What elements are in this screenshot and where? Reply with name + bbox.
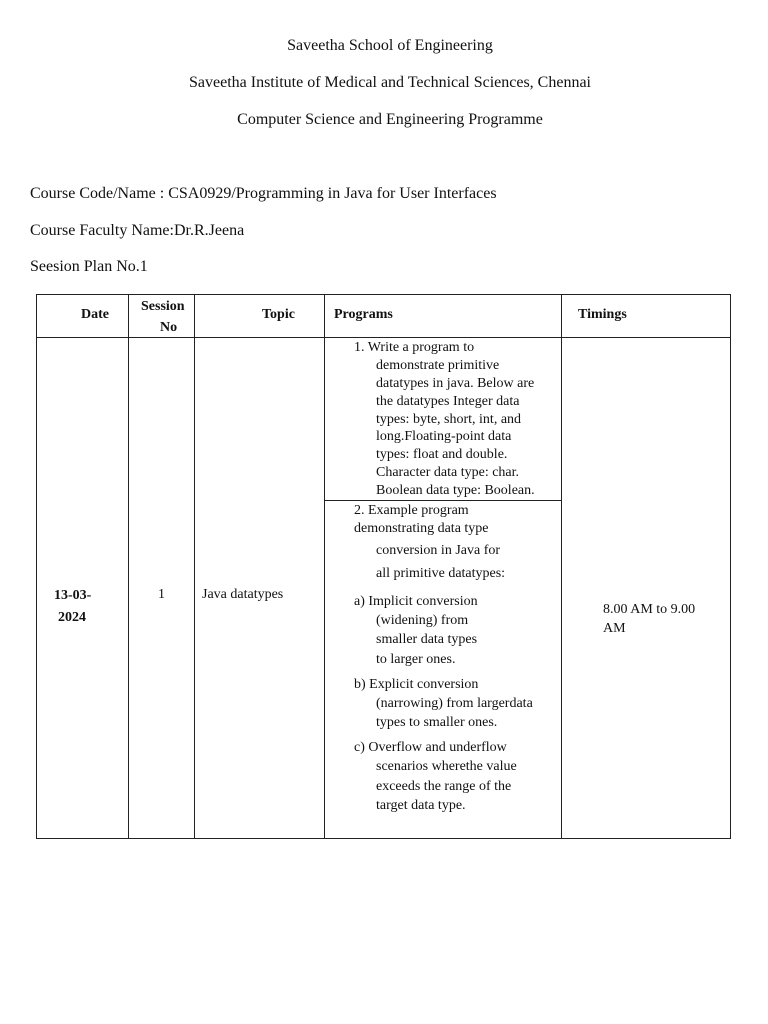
- program2-a-line: (widening) from: [376, 613, 469, 628]
- table-border: [730, 294, 731, 839]
- institute-name: Saveetha Institute of Medical and Technical Sciences, Chennai: [189, 74, 591, 91]
- school-name: Saveetha School of Engineering: [287, 37, 493, 54]
- program1-line: types: byte, short, int, and: [376, 412, 522, 427]
- programme-name: Computer Science and Engineering Programme: [237, 111, 543, 128]
- table-border: [36, 838, 731, 839]
- row-timings-line1: 8.00 AM to 9.00: [603, 602, 696, 617]
- program1-line: types: float and double.: [376, 447, 508, 462]
- program2-c-line: scenarios wherethe value: [376, 759, 517, 774]
- program2-c-line: target data type.: [376, 798, 466, 813]
- header-date: Date: [81, 307, 109, 322]
- program2-a-line: a) Implicit conversion: [354, 594, 478, 609]
- program1-line: long.Floating-point data: [376, 429, 512, 444]
- header-topic: Topic: [262, 307, 295, 322]
- program1-line: the datatypes Integer data: [376, 394, 520, 409]
- program2-b-line: types to smaller ones.: [376, 715, 498, 730]
- header-programs: Programs: [334, 307, 393, 322]
- program2-c-line: c) Overflow and underflow: [354, 740, 507, 755]
- row-date-line1: 13-03-: [54, 588, 92, 603]
- program1-line: 1. Write a program to: [354, 340, 475, 355]
- row-session-no: 1: [158, 587, 165, 602]
- header-session-line2: No: [160, 320, 178, 335]
- row-date-line2: 2024: [58, 610, 86, 625]
- header-timings: Timings: [578, 307, 627, 322]
- program2-b-line: b) Explicit conversion: [354, 677, 479, 692]
- program2-c-line: exceeds the range of the: [376, 779, 512, 794]
- program1-line: Boolean data type: Boolean.: [376, 483, 535, 498]
- program1-line: Character data type: char.: [376, 465, 520, 480]
- program2-a-line: to larger ones.: [376, 652, 456, 667]
- header-session-line1: Session: [141, 299, 185, 314]
- course-faculty: Course Faculty Name:Dr.R.Jeena: [30, 222, 245, 239]
- session-plan-number: Seesion Plan No.1: [30, 258, 148, 275]
- table-border: [36, 294, 37, 839]
- row-topic: Java datatypes: [202, 587, 284, 602]
- course-code-name: Course Code/Name : CSA0929/Programming in Java for User Interfaces: [30, 185, 497, 202]
- table-border: [194, 294, 195, 839]
- program2-intro-line: conversion in Java for: [376, 543, 501, 558]
- program2-intro-line: 2. Example program: [354, 503, 469, 518]
- program1-line: datatypes in java. Below are: [376, 376, 535, 391]
- table-border: [324, 294, 325, 839]
- row-timings-line2: AM: [603, 621, 626, 636]
- program2-intro-line: demonstrating data type: [354, 521, 489, 536]
- table-border: [36, 337, 731, 338]
- session-plan-table: [36, 294, 731, 839]
- program2-b-line: (narrowing) from largerdata: [376, 696, 533, 711]
- table-border: [128, 294, 129, 839]
- table-border: [561, 294, 562, 839]
- program2-intro-line: all primitive datatypes:: [376, 566, 506, 581]
- table-border: [36, 294, 731, 295]
- program-divider: [324, 500, 561, 501]
- program1-line: demonstrate primitive: [376, 358, 500, 373]
- program2-a-line: smaller data types: [376, 632, 478, 647]
